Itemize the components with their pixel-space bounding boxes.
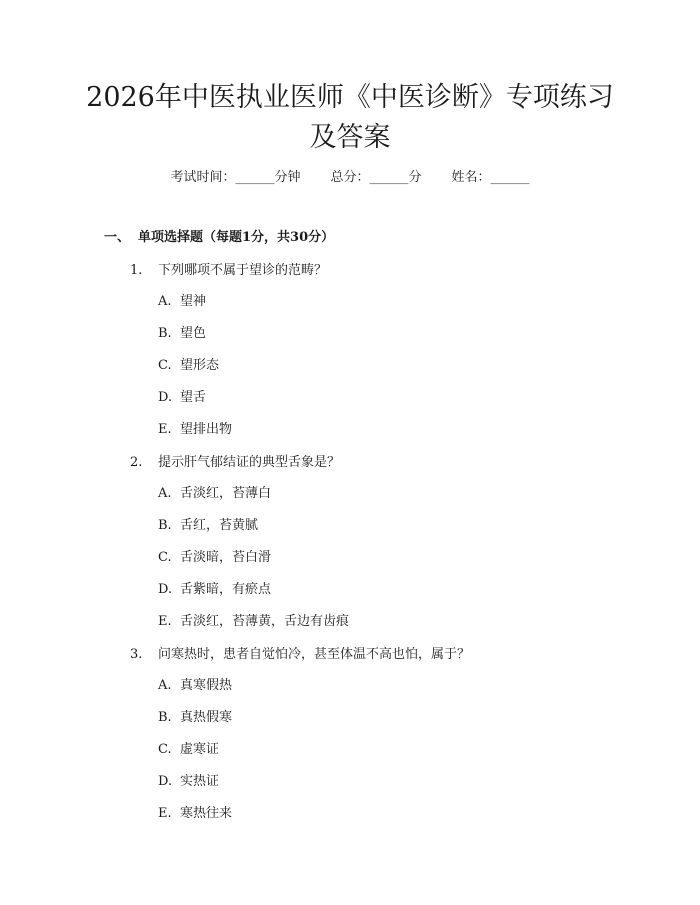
question-1	[130, 261, 327, 281]
option-1e	[158, 420, 232, 440]
exam-time-field: 考试时间：______分钟	[170, 170, 301, 185]
option-letter: E.	[158, 422, 172, 437]
exam-info	[0, 168, 700, 188]
option-1d	[158, 388, 206, 408]
option-letter: B.	[158, 326, 172, 341]
option-letter: B.	[158, 518, 172, 533]
option-3a	[158, 676, 232, 696]
option-letter: D.	[158, 582, 173, 597]
option-2c	[158, 548, 271, 568]
question-number: 3.	[130, 647, 143, 662]
option-text: 望排出物	[180, 422, 233, 437]
option-3c	[158, 740, 219, 760]
option-text: 望舌	[180, 390, 207, 405]
option-letter: D.	[158, 390, 173, 405]
option-letter: B.	[158, 710, 172, 725]
option-letter: D.	[158, 774, 173, 789]
document-title	[60, 78, 640, 158]
title-line-1: 2026年中医执业医师《中医诊断》专项练习	[86, 82, 614, 113]
question-text: 提示肝气郁结证的典型舌象是？	[158, 455, 341, 470]
option-text: 真寒假热	[180, 678, 233, 693]
question-text: 问寒热时，患者自觉怕冷，甚至体温不高也怕，属于？	[158, 647, 471, 662]
option-text: 望神	[180, 294, 207, 309]
option-letter: C.	[158, 550, 172, 565]
total-score-field: 总分：______分	[330, 170, 422, 185]
option-3d	[158, 772, 219, 792]
title-line-2: 及答案	[309, 122, 391, 153]
option-letter: C.	[158, 358, 172, 373]
option-text: 舌淡红，苔薄白	[180, 486, 272, 501]
option-letter: E.	[158, 614, 172, 629]
option-1c	[158, 356, 219, 376]
option-2d	[158, 580, 271, 600]
option-text: 舌淡暗，苔白滑	[180, 550, 272, 565]
option-letter: E.	[158, 806, 172, 821]
option-text: 真热假寒	[180, 710, 233, 725]
section-title: 单项选择题（每题1分，共30分）	[138, 230, 335, 245]
option-letter: A.	[158, 294, 172, 309]
option-3e	[158, 804, 232, 824]
option-1a	[158, 292, 206, 312]
question-3	[130, 645, 470, 665]
option-text: 望形态	[180, 358, 220, 373]
option-3b	[158, 708, 232, 728]
option-text: 舌红，苔黄腻	[180, 518, 259, 533]
name-field: 姓名：______	[451, 170, 530, 185]
option-letter: A.	[158, 678, 172, 693]
option-2b	[158, 516, 258, 536]
section-number: 一、	[104, 230, 131, 245]
section-heading	[104, 228, 334, 248]
option-text: 寒热往来	[180, 806, 233, 821]
option-2e	[158, 612, 349, 632]
option-text: 舌淡红，苔薄黄，舌边有齿痕	[180, 614, 350, 629]
option-text: 舌紫暗，有瘀点	[180, 582, 272, 597]
option-text: 望色	[180, 326, 207, 341]
question-number: 1.	[130, 263, 143, 278]
question-number: 2.	[130, 455, 143, 470]
option-letter: C.	[158, 742, 172, 757]
option-text: 虚寒证	[180, 742, 220, 757]
question-text: 下列哪项不属于望诊的范畴？	[158, 263, 328, 278]
option-2a	[158, 484, 271, 504]
option-letter: A.	[158, 486, 172, 501]
option-text: 实热证	[180, 774, 220, 789]
option-1b	[158, 324, 206, 344]
question-2	[130, 453, 340, 473]
